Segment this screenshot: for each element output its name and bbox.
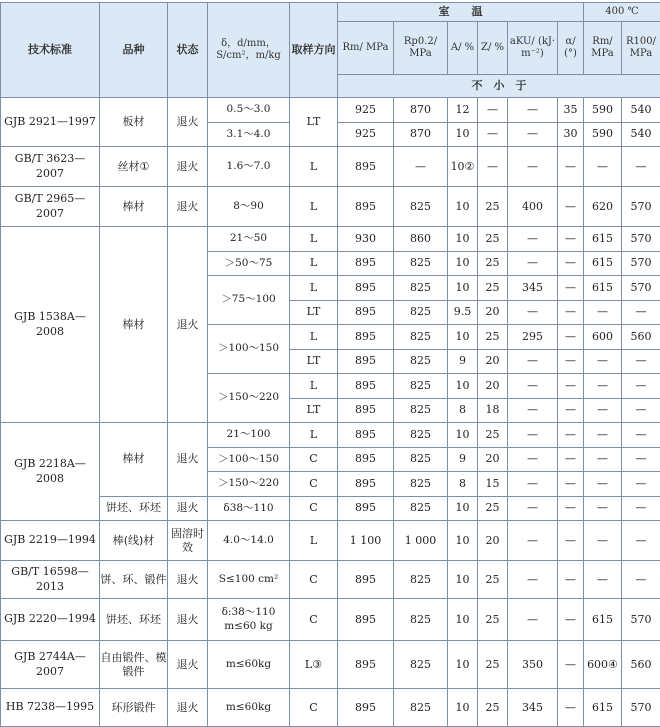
aku-cell: —: [508, 227, 558, 252]
r100-cell: 570: [622, 599, 660, 641]
rm-cell: 895: [338, 641, 394, 689]
direction-cell: C: [290, 496, 338, 521]
state-cell: 退火: [168, 423, 208, 497]
direction-cell: L: [290, 276, 338, 301]
rm400-cell: —: [584, 496, 622, 521]
standard-cell: GB/T 2965—2007: [1, 187, 100, 227]
header-min-note: 不 小 于: [338, 75, 660, 98]
rm400-cell: —: [584, 349, 622, 374]
z-cell: 25: [478, 276, 508, 301]
direction-cell: L: [290, 325, 338, 350]
direction-cell: L: [290, 521, 338, 561]
table-row: [1, 599, 660, 641]
alpha-cell: —: [558, 447, 584, 472]
table-row: [1, 496, 660, 521]
rm400-cell: —: [584, 561, 622, 599]
rm400-cell: —: [584, 398, 622, 423]
z-cell: —: [478, 98, 508, 123]
properties-table: [0, 2, 660, 727]
rp-cell: —: [394, 147, 448, 187]
rp-cell: 825: [394, 276, 448, 301]
aku-cell: —: [508, 147, 558, 187]
rm-cell: 930: [338, 227, 394, 252]
standard-cell: GJB 2218A—2008: [1, 423, 100, 521]
rm-cell: 895: [338, 187, 394, 227]
aku-cell: —: [508, 251, 558, 276]
r100-cell: 560: [622, 641, 660, 689]
table-row: [1, 423, 660, 448]
a-cell: 9: [448, 349, 478, 374]
rm-cell: 895: [338, 472, 394, 497]
header-a: A/ %: [448, 22, 478, 75]
header-aku: aKU/ (kJ· m⁻²): [508, 22, 558, 75]
alpha-cell: —: [558, 374, 584, 399]
direction-cell: L: [290, 251, 338, 276]
r100-cell: —: [622, 423, 660, 448]
a-cell: 9: [448, 447, 478, 472]
aku-cell: —: [508, 398, 558, 423]
aku-cell: 295: [508, 325, 558, 350]
rm-cell: 895: [338, 374, 394, 399]
header-z: Z/ %: [478, 22, 508, 75]
rm400-cell: —: [584, 300, 622, 325]
rp-cell: 825: [394, 423, 448, 448]
aku-cell: —: [508, 599, 558, 641]
r100-cell: —: [622, 496, 660, 521]
rp-cell: 825: [394, 187, 448, 227]
header-high-temp: 400 ℃: [584, 3, 660, 22]
rm-cell: 895: [338, 496, 394, 521]
rm-cell: 895: [338, 447, 394, 472]
a-cell: 10: [448, 561, 478, 599]
rp-cell: 825: [394, 398, 448, 423]
size-cell: ＞100～150: [208, 447, 290, 472]
rm400-cell: —: [584, 472, 622, 497]
z-cell: 25: [478, 561, 508, 599]
size-cell: 3.1～4.0: [208, 122, 290, 147]
state-cell: 固溶时效: [168, 521, 208, 561]
table-row: [1, 227, 660, 252]
z-cell: 20: [478, 374, 508, 399]
z-cell: 20: [478, 521, 508, 561]
aku-cell: —: [508, 423, 558, 448]
direction-cell: LT: [290, 300, 338, 325]
rm-cell: 895: [338, 561, 394, 599]
rm400-cell: —: [584, 147, 622, 187]
r100-cell: 570: [622, 689, 660, 727]
r100-cell: 570: [622, 227, 660, 252]
alpha-cell: —: [558, 496, 584, 521]
standard-cell: HB 7238—1995: [1, 689, 100, 727]
aku-cell: —: [508, 122, 558, 147]
aku-cell: 345: [508, 689, 558, 727]
direction-cell: LT: [290, 398, 338, 423]
a-cell: 10: [448, 641, 478, 689]
r100-cell: 540: [622, 122, 660, 147]
alpha-cell: —: [558, 227, 584, 252]
alpha-cell: —: [558, 641, 584, 689]
rm-cell: 895: [338, 325, 394, 350]
variety-cell: 饼坯、环坯: [100, 599, 168, 641]
z-cell: 25: [478, 251, 508, 276]
variety-cell: 棒材: [100, 187, 168, 227]
rm400-cell: 615: [584, 276, 622, 301]
rm-cell: 895: [338, 423, 394, 448]
size-cell: 4.0～14.0: [208, 521, 290, 561]
size-cell: 8～90: [208, 187, 290, 227]
r100-cell: 570: [622, 276, 660, 301]
alpha-cell: 30: [558, 122, 584, 147]
alpha-cell: —: [558, 187, 584, 227]
header-room-temp: 室 温: [338, 3, 584, 22]
alpha-cell: —: [558, 147, 584, 187]
rm400-cell: 600④: [584, 641, 622, 689]
a-cell: 10: [448, 496, 478, 521]
direction-cell: L③: [290, 641, 338, 689]
r100-cell: —: [622, 398, 660, 423]
rp-cell: 1 000: [394, 521, 448, 561]
rp-cell: 825: [394, 300, 448, 325]
z-cell: 25: [478, 496, 508, 521]
aku-cell: —: [508, 300, 558, 325]
rp-cell: 825: [394, 561, 448, 599]
z-cell: —: [478, 122, 508, 147]
header-rm: Rm/ MPa: [338, 22, 394, 75]
state-cell: 退火: [168, 227, 208, 423]
standard-cell: GJB 1538A—2008: [1, 227, 100, 423]
state-cell: 退火: [168, 496, 208, 521]
rm-cell: 895: [338, 147, 394, 187]
a-cell: 8: [448, 398, 478, 423]
table-row: [1, 521, 660, 561]
a-cell: 10: [448, 251, 478, 276]
r100-cell: 570: [622, 251, 660, 276]
size-cell: S≤100 cm²: [208, 561, 290, 599]
r100-cell: —: [622, 147, 660, 187]
table-row: [1, 641, 660, 689]
z-cell: 25: [478, 187, 508, 227]
rm400-cell: 600: [584, 325, 622, 350]
table-row: [1, 98, 660, 123]
z-cell: 20: [478, 349, 508, 374]
aku-cell: 350: [508, 641, 558, 689]
variety-cell: 棒材: [100, 227, 168, 423]
header-standard: 技术标准: [1, 3, 100, 98]
r100-cell: 540: [622, 98, 660, 123]
standard-cell: GJB 2921—1997: [1, 98, 100, 147]
alpha-cell: —: [558, 349, 584, 374]
variety-cell: 棒(线)材: [100, 521, 168, 561]
a-cell: 10: [448, 325, 478, 350]
rp-cell: 825: [394, 599, 448, 641]
rp-cell: 825: [394, 689, 448, 727]
aku-cell: —: [508, 374, 558, 399]
alpha-cell: —: [558, 325, 584, 350]
standard-cell: GJB 2220—1994: [1, 599, 100, 641]
header-alpha: α/ (°): [558, 22, 584, 75]
rm400-cell: 615: [584, 599, 622, 641]
aku-cell: —: [508, 472, 558, 497]
r100-cell: —: [622, 561, 660, 599]
z-cell: 25: [478, 227, 508, 252]
variety-cell: 丝材①: [100, 147, 168, 187]
rm-cell: 895: [338, 398, 394, 423]
direction-cell: LT: [290, 349, 338, 374]
alpha-cell: —: [558, 398, 584, 423]
alpha-cell: —: [558, 472, 584, 497]
rm400-cell: —: [584, 447, 622, 472]
rm400-cell: —: [584, 374, 622, 399]
size-cell: ＞150～220: [208, 374, 290, 423]
state-cell: 退火: [168, 187, 208, 227]
variety-cell: 自由锻件、模锻件: [100, 641, 168, 689]
variety-cell: 环形锻件: [100, 689, 168, 727]
direction-cell: C: [290, 599, 338, 641]
variety-cell: 饼坯、环坯: [100, 496, 168, 521]
aku-cell: —: [508, 349, 558, 374]
state-cell: 退火: [168, 599, 208, 641]
size-cell: 0.5～3.0: [208, 98, 290, 123]
r100-cell: —: [622, 521, 660, 561]
table-body: [1, 98, 660, 727]
aku-cell: —: [508, 98, 558, 123]
direction-cell: C: [290, 472, 338, 497]
state-cell: 退火: [168, 147, 208, 187]
z-cell: 25: [478, 423, 508, 448]
a-cell: 10: [448, 423, 478, 448]
r100-cell: 570: [622, 187, 660, 227]
alpha-cell: —: [558, 276, 584, 301]
z-cell: —: [478, 147, 508, 187]
rp-cell: 825: [394, 472, 448, 497]
state-cell: 退火: [168, 689, 208, 727]
alpha-cell: —: [558, 300, 584, 325]
table-row: [1, 147, 660, 187]
rm-cell: 1 100: [338, 521, 394, 561]
rp-cell: 825: [394, 496, 448, 521]
table-row: [1, 187, 660, 227]
direction-cell: L: [290, 423, 338, 448]
aku-cell: —: [508, 521, 558, 561]
table-row: [1, 689, 660, 727]
a-cell: 10: [448, 599, 478, 641]
a-cell: 10: [448, 689, 478, 727]
z-cell: 25: [478, 689, 508, 727]
z-cell: 20: [478, 447, 508, 472]
standard-cell: GB/T 3623—2007: [1, 147, 100, 187]
a-cell: 10: [448, 227, 478, 252]
direction-cell: L: [290, 374, 338, 399]
rm400-cell: 620: [584, 187, 622, 227]
rp-cell: 825: [394, 447, 448, 472]
r100-cell: —: [622, 349, 660, 374]
a-cell: 10: [448, 122, 478, 147]
size-cell: m≤60kg: [208, 641, 290, 689]
state-cell: 退火: [168, 98, 208, 147]
a-cell: 9.5: [448, 300, 478, 325]
aku-cell: 345: [508, 276, 558, 301]
size-cell: δ:38～110 m≤60 kg: [208, 599, 290, 641]
header-state: 状态: [168, 3, 208, 98]
rp-cell: 870: [394, 122, 448, 147]
z-cell: 20: [478, 300, 508, 325]
aku-cell: —: [508, 561, 558, 599]
a-cell: 10: [448, 276, 478, 301]
standard-cell: GB/T 16598—2013: [1, 561, 100, 599]
rp-cell: 825: [394, 325, 448, 350]
r100-cell: —: [622, 472, 660, 497]
a-cell: 10: [448, 374, 478, 399]
rp-cell: 825: [394, 251, 448, 276]
size-cell: 1.6～7.0: [208, 147, 290, 187]
rm400-cell: —: [584, 423, 622, 448]
table-header: [1, 3, 660, 98]
size-cell: ＞150～220: [208, 472, 290, 497]
direction-cell: L: [290, 147, 338, 187]
variety-cell: 饼、环、锻件: [100, 561, 168, 599]
variety-cell: 棒材: [100, 423, 168, 497]
rm-cell: 895: [338, 300, 394, 325]
rp-cell: 860: [394, 227, 448, 252]
rm400-cell: 615: [584, 227, 622, 252]
a-cell: 10: [448, 187, 478, 227]
r100-cell: —: [622, 300, 660, 325]
direction-cell: L: [290, 227, 338, 252]
size-cell: ＞100～150: [208, 325, 290, 374]
rm400-cell: 590: [584, 98, 622, 123]
alpha-cell: —: [558, 423, 584, 448]
rp-cell: 870: [394, 98, 448, 123]
a-cell: 12: [448, 98, 478, 123]
a-cell: 10②: [448, 147, 478, 187]
alpha-cell: —: [558, 561, 584, 599]
state-cell: 退火: [168, 561, 208, 599]
variety-cell: 板材: [100, 98, 168, 147]
rm-cell: 895: [338, 349, 394, 374]
direction-cell: L: [290, 187, 338, 227]
z-cell: 18: [478, 398, 508, 423]
size-cell: δ38～110: [208, 496, 290, 521]
a-cell: 10: [448, 521, 478, 561]
direction-cell: C: [290, 561, 338, 599]
header-size: δ，d/mm，S/cm²，m/kg: [208, 3, 290, 98]
r100-cell: 560: [622, 325, 660, 350]
z-cell: 25: [478, 641, 508, 689]
rm-cell: 925: [338, 122, 394, 147]
header-r100: R100/ MPa: [622, 22, 660, 75]
standard-cell: GJB 2744A—2007: [1, 641, 100, 689]
header-variety: 品种: [100, 3, 168, 98]
aku-cell: —: [508, 496, 558, 521]
size-cell: m≤60kg: [208, 689, 290, 727]
rm-cell: 895: [338, 276, 394, 301]
standard-cell: GJB 2219—1994: [1, 521, 100, 561]
alpha-cell: —: [558, 599, 584, 641]
rp-cell: 825: [394, 349, 448, 374]
state-cell: 退火: [168, 641, 208, 689]
rm400-cell: 615: [584, 251, 622, 276]
alpha-cell: —: [558, 689, 584, 727]
rm400-cell: 615: [584, 689, 622, 727]
z-cell: 25: [478, 599, 508, 641]
alpha-cell: 35: [558, 98, 584, 123]
z-cell: 15: [478, 472, 508, 497]
rm400-cell: —: [584, 521, 622, 561]
z-cell: 25: [478, 325, 508, 350]
rm-cell: 895: [338, 689, 394, 727]
size-cell: ＞50～75: [208, 251, 290, 276]
header-rm400: Rm/ MPa: [584, 22, 622, 75]
header-sampling: 取样方向: [290, 3, 338, 98]
aku-cell: 400: [508, 187, 558, 227]
rm-cell: 895: [338, 251, 394, 276]
aku-cell: —: [508, 447, 558, 472]
direction-cell: LT: [290, 98, 338, 147]
rm-cell: 925: [338, 98, 394, 123]
rm-cell: 895: [338, 599, 394, 641]
rp-cell: 825: [394, 374, 448, 399]
a-cell: 8: [448, 472, 478, 497]
r100-cell: —: [622, 374, 660, 399]
size-cell: 21～100: [208, 423, 290, 448]
r100-cell: —: [622, 447, 660, 472]
alpha-cell: —: [558, 521, 584, 561]
size-cell: ＞75～100: [208, 276, 290, 325]
header-rp02: Rp0.2/ MPa: [394, 22, 448, 75]
size-cell: 21～50: [208, 227, 290, 252]
table-row: [1, 561, 660, 599]
rp-cell: 825: [394, 641, 448, 689]
alpha-cell: —: [558, 251, 584, 276]
direction-cell: C: [290, 689, 338, 727]
direction-cell: C: [290, 447, 338, 472]
rm400-cell: 590: [584, 122, 622, 147]
